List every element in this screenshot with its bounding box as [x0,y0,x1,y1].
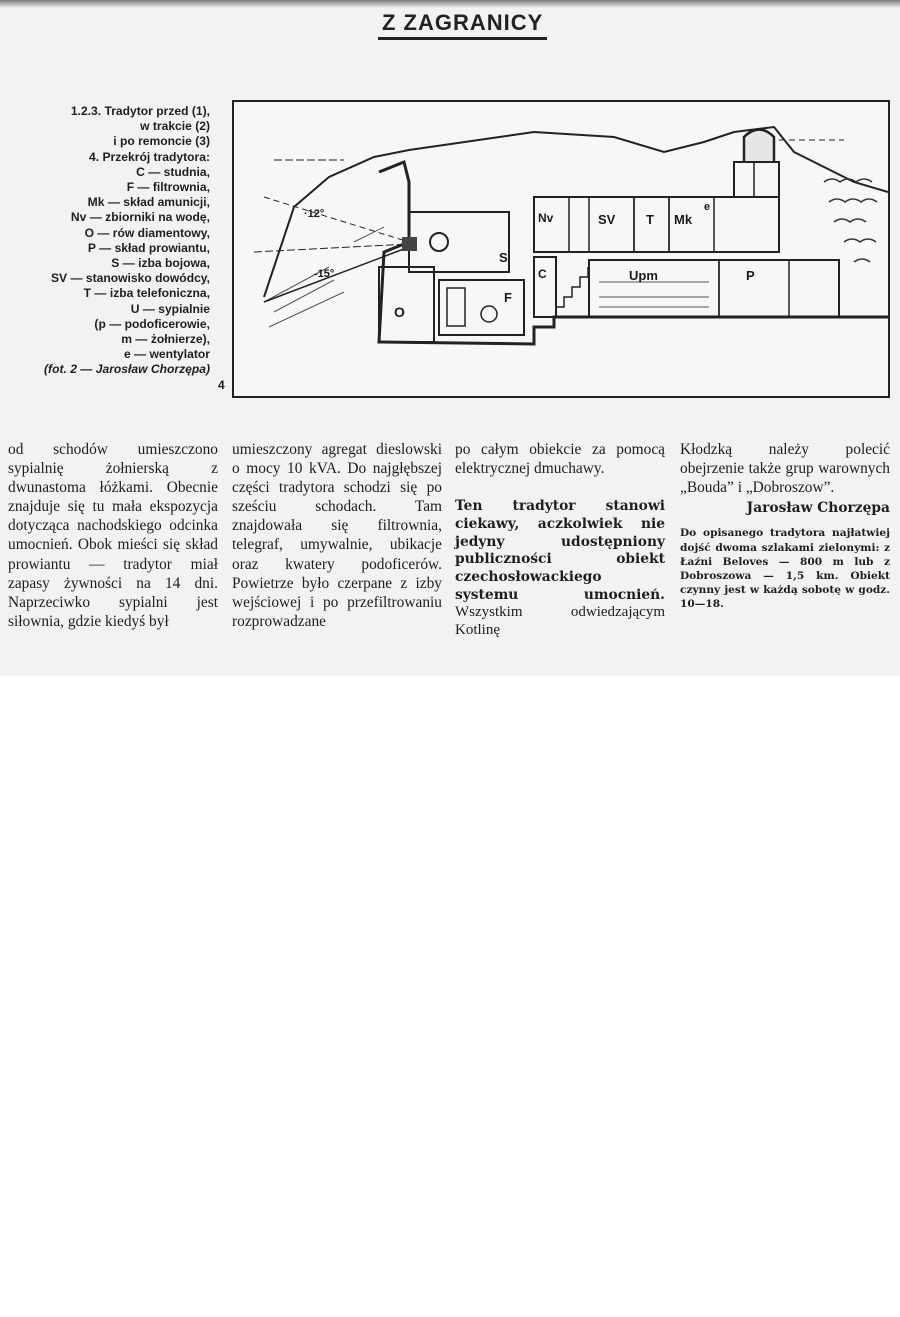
article-column-3 [455,440,665,640]
stairs [556,267,588,317]
room-C-well [534,257,556,317]
highlight-bold-text: Ten tradytor stanowi ciekawy, aczkolwiek nie jedyny udostępniony publiczności obiekt czechosłowackiego systemu umocnień. [455,498,665,603]
article-column-4 [680,440,890,612]
room-O-ditch [379,267,434,342]
label-C: C [538,267,547,281]
bunk-beds [599,282,709,307]
caption-line: (p — podoficerowie, [94,316,210,331]
filter-unit [447,288,465,326]
column-1-text: od schodów umieszczono sypialnię żołnierską z dwunastoma łóżkami. Obecnie znajduje się tu mała ekspozycja dotycząca nachodskiego odcinka umocnień. Obok mieści się skład prowiantu — tradytor miał zapasy żywności na 14 dni. Naprzeciwko sypialni jest siłownia, gdzie kiedyś był [8,441,218,630]
caption-line: F — filtrownia, [126,180,210,195]
label-T: T [646,212,654,227]
article-column-1 [8,440,218,631]
column-4-text: Kłodzką należy polecić obejrzenie także grup warownych „Bouda” i „Dobroszow”. [680,441,890,497]
rock-fill [824,179,877,262]
caption-line: SV — stanowisko dowódcy, [50,271,210,286]
caption-line: i po remoncie (3) [113,134,210,149]
caption-line: T — izba telefoniczna, [83,286,210,301]
highlight-tail-text: Wszystkim odwiedzającym Kotlinę [455,604,665,639]
label-F: F [504,290,512,305]
visitor-info-note: Do opisanego tradytora najłatwiej dojść dwoma szlakami zielonymi: z Łaźni Beloves — 800 m lub z Dobroszowa — 1,5 km. Obiekt czynny jest w każdą sobotę w godz. 10—18. [680,527,890,611]
caption-line: S — izba bojowa, [111,256,210,271]
room-S-combat [409,212,509,272]
label-Mk: Mk [674,212,693,227]
upper-floor-block [534,197,779,252]
caption-line: C — studnia, [136,164,210,179]
lower-floor-block [589,260,839,317]
caption-line: e — wentylator [123,347,210,362]
scanned-page-edge [0,628,300,676]
photo-credit: (fot. 2 — Jarosław Chorzępa) [44,362,210,377]
column-2-text: umieszczony agregat dieslowski o mocy 10 kVA. Do najgłębszej części tradytora schodzi się po sześciu schodach. Tam znajdowała się filtrownia, telegraf, umywalnie, ubikacje oraz kwatery podoficerów. Powietrze było czerpane z izby wejściowej i po przefiltrowaniu rozprowadzane [232,441,442,630]
scan-shadow [0,0,900,8]
angle-bottom-label: -15° [314,268,335,280]
label-e: e [704,201,711,213]
observation-cupola [744,130,774,163]
caption-line: P — skład prowiantu, [87,240,210,255]
label-P: P [746,268,755,283]
figure-caption [10,104,210,378]
angle-top-label: ·12° [304,208,325,220]
caption-line: 1.2.3. Tradytor przed (1), [70,104,210,118]
caption-line: U — sypialnie [130,301,210,316]
column-3-text: po całym obiekcie za pomocą elektrycznej dmuchawy. [455,441,665,478]
figure-number: 4 [218,378,225,392]
firing-line-upper [264,197,409,242]
section-title: Z ZAGRANICY [378,10,547,40]
terrain-surface [264,127,888,297]
gun-mount [430,233,448,251]
caption-line: Nv — zbiorniki na wodę, [70,210,210,225]
firing-line-lower [264,247,409,302]
gun-embrasure [402,237,417,251]
ventilator-shaft [734,162,779,197]
label-S: S [499,250,508,265]
caption-line: Mk — skład amunicji, [87,195,210,210]
caption-line: m — żołnierze), [121,332,210,347]
caption-line: w trakcie (2) [140,119,210,134]
blower-unit [481,306,497,322]
column-3-highlight [455,498,665,640]
bunker-cross-section-figure [232,100,890,398]
label-Nv: Nv [538,211,554,225]
caption-line: O — rów diamentowy, [84,225,210,240]
label-SV: SV [598,212,616,227]
label-O: O [394,304,405,320]
article-column-2 [232,440,442,631]
caption-line: 4. Przekrój tradytora: [89,149,210,164]
label-Upm: Upm [629,268,658,283]
author-signature: Jarosław Chorzępa [746,500,890,517]
cross-section-drawing [234,102,888,396]
